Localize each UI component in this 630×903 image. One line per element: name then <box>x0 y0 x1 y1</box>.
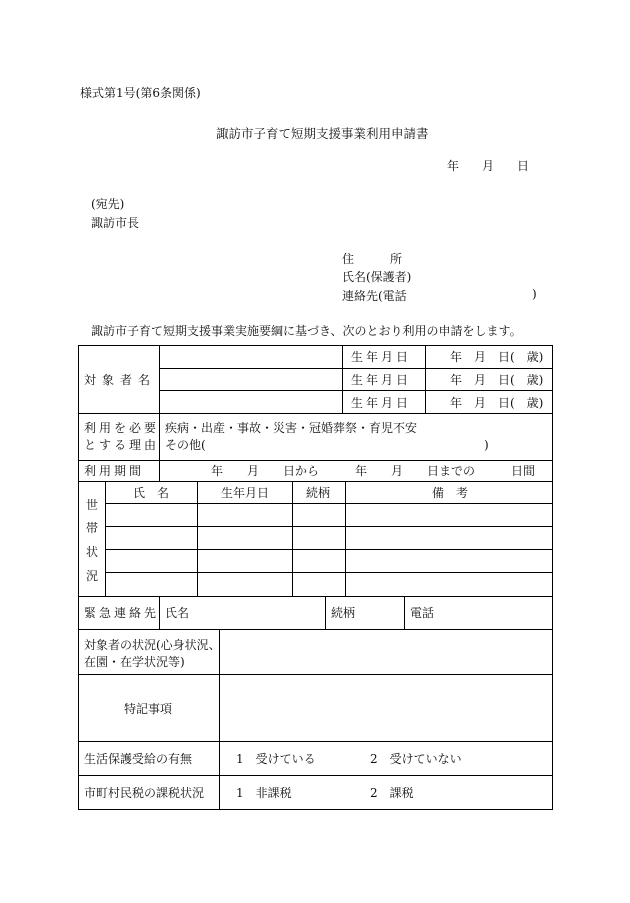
reason-label-line1: 利用を必要 <box>84 421 160 435</box>
date-year-label: 年 <box>447 159 460 173</box>
birth-value: 年 月 日( 歳) <box>450 373 544 387</box>
reason-label-line2: とする理由 <box>84 438 160 452</box>
applicant-name-label: 氏名(保護者) <box>342 270 412 284</box>
emergency-phone-label: 電話 <box>410 606 435 620</box>
applicant-address-label: 住 所 <box>342 252 403 266</box>
tax-label: 市町村民税の課税状況 <box>84 786 205 800</box>
welfare-option-2: 2 受けていない <box>370 752 462 766</box>
form-title: 諏訪市子育て短期支援事業利用申請書 <box>216 126 429 141</box>
birth-label: 生年月日 <box>351 373 412 387</box>
status-label-line2: 在園・在学状況等) <box>84 655 185 669</box>
reason-other-close: ) <box>484 438 489 452</box>
household-label-char: 状 <box>86 545 99 559</box>
household-header-relation: 続柄 <box>306 486 331 500</box>
household-header-birth: 生年月日 <box>221 486 270 500</box>
household-header-name: 氏 名 <box>133 486 170 500</box>
reason-options: 疾病・出産・事故・災害・冠婚葬祭・育児不安 <box>165 421 418 435</box>
birth-label: 生年月日 <box>351 350 412 364</box>
applicant-contact-close: ) <box>532 287 537 301</box>
household-label-char: 況 <box>86 569 99 583</box>
applicant-contact-label: 連絡先(電話 <box>342 289 407 303</box>
period-label: 利用期間 <box>84 464 145 478</box>
date-day-label: 日 <box>517 159 530 173</box>
tax-option-1: 1 非課税 <box>236 786 292 800</box>
reason-other: その他( <box>165 438 206 452</box>
emergency-label: 緊急連絡先 <box>84 606 160 620</box>
subject-label: 対象者名 <box>84 373 157 387</box>
household-label-char: 世 <box>86 498 99 512</box>
birth-label: 生年月日 <box>351 396 412 410</box>
addressee-label: (宛先) <box>91 197 125 211</box>
emergency-relation-label: 続柄 <box>331 606 356 620</box>
birth-value: 年 月 日( 歳) <box>450 350 544 364</box>
tax-option-2: 2 課税 <box>370 786 414 800</box>
welfare-label: 生活保護受給の有無 <box>84 752 193 766</box>
household-label-char: 帯 <box>86 521 99 535</box>
emergency-name-label: 氏名 <box>165 606 190 620</box>
addressee-name: 諏訪市長 <box>91 216 140 230</box>
intro-text: 諏訪市子育て短期支援事業実施要綱に基づき、次のとおり利用の申請をします。 <box>91 324 522 338</box>
notes-label: 特記事項 <box>124 702 173 716</box>
form-number: 様式第1号(第6条関係) <box>80 86 201 100</box>
household-header-notes: 備 考 <box>432 486 469 500</box>
welfare-option-1: 1 受けている <box>236 752 316 766</box>
status-label-line1: 対象者の状況(心身状況、 <box>84 638 221 652</box>
birth-value: 年 月 日( 歳) <box>450 396 544 410</box>
period-value: 年 月 日から 年 月 日までの 日間 <box>211 464 536 478</box>
date-month-label: 月 <box>482 159 495 173</box>
